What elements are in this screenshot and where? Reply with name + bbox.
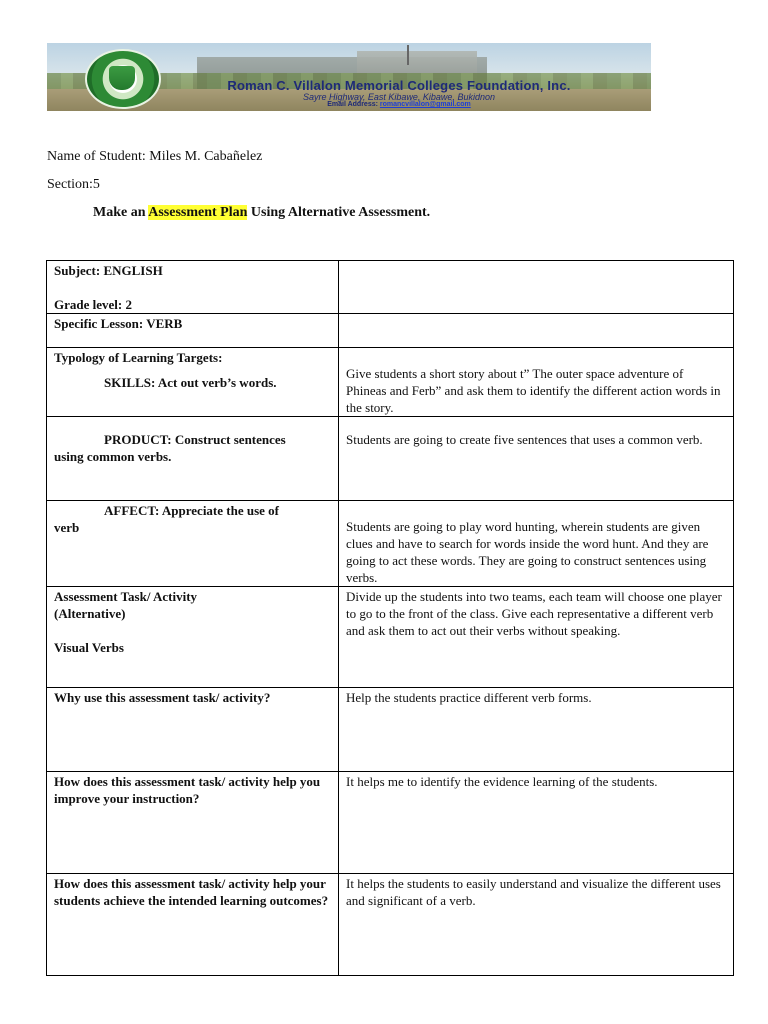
heading-highlight: Assessment Plan [148,205,248,220]
task-name: Visual Verbs [54,640,124,655]
flagpole-icon [407,45,409,65]
page-heading [93,205,430,221]
heading-before: Make an [93,205,149,220]
table-row-improve [47,772,734,874]
college-address: Sayre Highway, East Kibawe, Kibawe, Bukidnon [303,92,495,102]
cell-improve-question [47,772,339,874]
table-row-achieve [47,874,734,976]
email-link[interactable]: romancvillalon@gmail.com [379,101,471,108]
email-label: Email Address: [327,101,378,108]
cell-product [47,417,339,501]
student-section: Section:5 [47,177,100,192]
cell-lesson-empty [339,314,734,348]
affect-label: AFFECT: Appreciate the use of [104,503,279,518]
cell-product-desc [339,417,734,501]
improve-answer: It helps me to identify the evidence learning of the students. [346,774,658,789]
subject-label: Subject: ENGLISH [54,263,163,278]
lesson-label: Specific Lesson: VERB [54,316,183,331]
affect-description: Students are going to play word hunting, wherein students are given clues and have to search for words inside the word hunt. And they are going to act these words. They are going to construct sentences using verbs. [346,519,709,585]
table-row-subject [47,261,734,314]
task-label: Assessment Task/ Activity [54,589,198,604]
college-name: Roman C. Villalon Memorial Colleges Foundation, Inc. [227,78,571,93]
cell-affect [47,501,339,587]
table-row-why [47,688,734,772]
typology-label: Typology of Learning Targets: [54,350,223,365]
product-description: Students are going to create five sentences that uses a common verb. [346,432,703,447]
student-name: Name of Student: Miles M. Cabañelez [47,149,263,164]
cell-improve-answer [339,772,734,874]
task-description: Divide up the students into two teams, each team will choose one player to go to the front of the class. Give each representative a different verb and ask them to act out their verbs without speaking. [346,589,722,638]
cell-task [47,587,339,688]
task-alternative-label: (Alternative) [54,606,126,621]
college-header-banner [47,43,651,111]
cell-subject-grade [47,261,339,314]
college-email-line [147,101,651,108]
table-row-affect [47,501,734,587]
cell-subject-empty [339,261,734,314]
product-label: PRODUCT: Construct sentences [104,432,286,447]
affect-label-cont: verb [54,520,80,535]
table-row-task [47,587,734,688]
cell-why-question [47,688,339,772]
cell-affect-desc [339,501,734,587]
product-label-cont: using common verbs. [54,449,172,464]
table-row-product [47,417,734,501]
cell-lesson [47,314,339,348]
cell-achieve-question [47,874,339,976]
grade-label: Grade level: 2 [54,297,132,312]
why-answer: Help the students practice different verb forms. [346,690,592,705]
table-row-lesson [47,314,734,348]
achieve-question: How does this assessment task/ activity help your students achieve the intended learning outcomes? [54,876,329,908]
heading-after: Using Alternative Assessment. [247,205,431,220]
skills-description: Give students a short story about t” The outer space adventure of Phineas and Ferb” and ask them to identify the different action words in the story. [346,366,721,415]
cell-task-desc [339,587,734,688]
cell-achieve-answer [339,874,734,976]
table-row-skills [47,348,734,417]
cell-skills-desc [339,348,734,417]
assessment-plan-table [46,260,734,976]
skills-label: SKILLS: Act out verb’s words. [104,375,277,390]
achieve-answer: It helps the students to easily understand and visualize the different uses and significant of a verb. [346,876,721,908]
why-question: Why use this assessment task/ activity? [54,690,271,705]
cell-why-answer [339,688,734,772]
cell-typology-skills [47,348,339,417]
improve-question: How does this assessment task/ activity help you improve your instruction? [54,774,321,806]
